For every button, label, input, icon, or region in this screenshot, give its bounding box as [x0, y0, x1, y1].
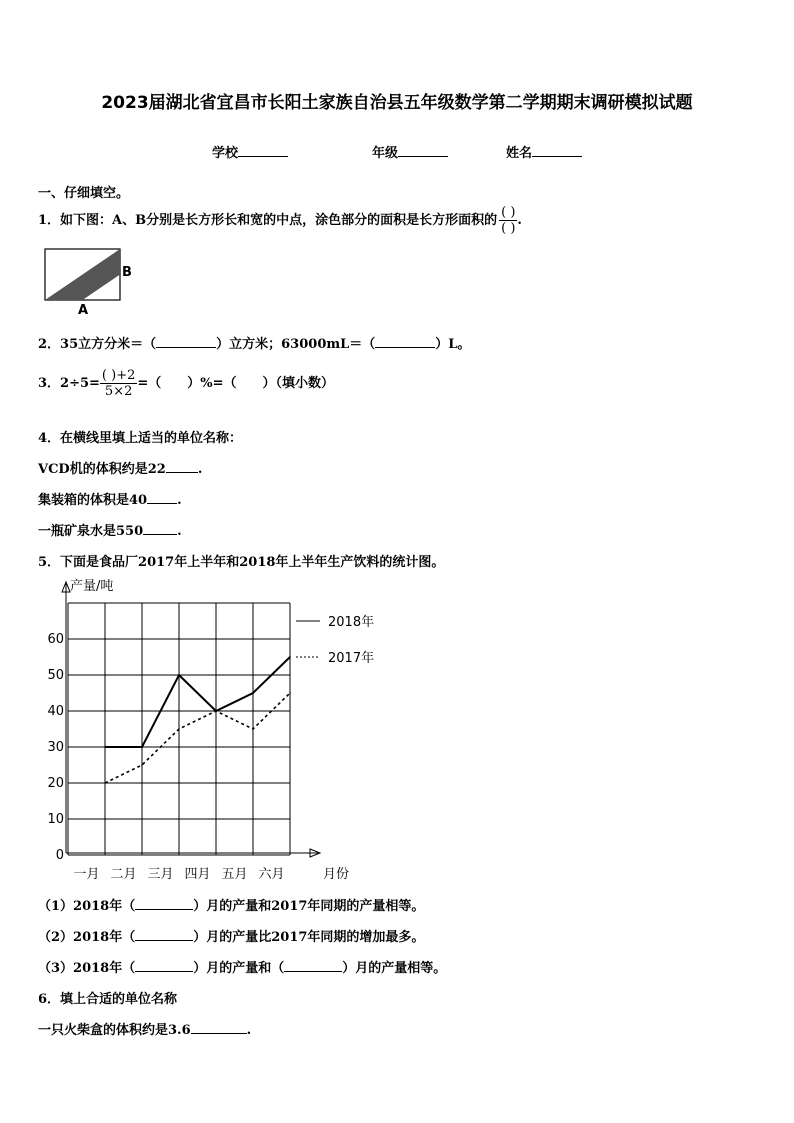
x-tick-label: 六月 [258, 867, 285, 882]
line-chart [38, 572, 398, 884]
label-b: B [122, 265, 132, 280]
x-tick-label: 一月 [73, 867, 100, 882]
q1-frac-den[interactable]: ( ) [501, 221, 516, 236]
q2-text-a: 2．35立方分米＝（ [38, 337, 157, 352]
q3-fraction [100, 368, 137, 399]
question-6: 6．填上合适的单位名称 [38, 992, 178, 1007]
grade-blank[interactable] [398, 144, 448, 157]
data-point [141, 746, 143, 748]
q2-blank-2[interactable] [375, 335, 435, 348]
name-blank[interactable] [532, 144, 582, 157]
q5-sub-3-a: （3）2018年（ [38, 961, 136, 976]
data-point [289, 692, 291, 694]
x-tick-labels [73, 867, 284, 882]
question-1 [38, 205, 522, 236]
q5-blank-1[interactable] [135, 897, 193, 910]
data-point [141, 764, 143, 766]
q1-frac-num[interactable]: ( ) [501, 205, 516, 220]
q4-line-1 [38, 458, 202, 477]
data-point [252, 728, 254, 730]
y-tick-labels [47, 632, 64, 863]
q5-sub-3-c: ）月的产量相等。 [342, 961, 447, 976]
y-tick-label: 20 [47, 776, 64, 791]
q5-sub-2 [38, 926, 424, 945]
grade-label: 年级 [372, 146, 399, 161]
name-label: 姓名 [506, 146, 533, 161]
school-label: 学校 [212, 146, 239, 161]
q4-blank-1[interactable] [166, 460, 198, 473]
x-tick-label: 三月 [147, 867, 174, 882]
rectangle-figure [40, 244, 140, 316]
q4-line-3 [38, 520, 182, 539]
q5-blank-2[interactable] [135, 928, 193, 941]
page-title: 2023届湖北省宜昌市长阳土家族自治县五年级数学第二学期期末调研模拟试题 [101, 93, 693, 113]
grade-field[interactable] [372, 142, 448, 161]
question-3 [38, 368, 334, 399]
q4-line-2-text: 集装箱的体积是40 [38, 493, 148, 508]
q2-text-c: ）L。 [435, 337, 471, 352]
q2-blank-1[interactable] [156, 335, 216, 348]
y-tick-label: 10 [47, 812, 64, 827]
data-point [104, 782, 106, 784]
series-line-2018年 [105, 657, 290, 747]
x-tick-label: 五月 [221, 867, 248, 882]
q4-blank-2[interactable] [147, 491, 177, 504]
q5-sub-3-b: ）月的产量和（ [193, 961, 285, 976]
label-a: A [78, 303, 89, 316]
q6-line-1-text: 一只火柴盒的体积约是3.6 [38, 1023, 191, 1038]
y-tick-label: 30 [47, 740, 64, 755]
q3-pre: 3．2÷5= [38, 376, 100, 391]
section-heading: 一、仔细填空。 [38, 186, 130, 201]
q1-fraction [499, 205, 517, 236]
legend-label: 2018年 [328, 615, 375, 630]
q3-post[interactable]: =（ ）%=（ ）（填小数） [137, 376, 335, 391]
q5-blank-3[interactable] [135, 959, 193, 972]
x-axis-label: 月份 [323, 867, 350, 882]
q5-sub-2-b: ）月的产量比2017年同期的增加最多。 [193, 930, 425, 945]
question-5: 5．下面是食品厂2017年上半年和2018年上半年生产饮料的统计图。 [38, 555, 445, 570]
data-point [104, 746, 106, 748]
q5-sub-2-a: （2）2018年（ [38, 930, 136, 945]
q5-sub-1-a: （1）2018年（ [38, 899, 136, 914]
q4-line-2-end: . [177, 493, 182, 508]
question-4: 4．在横线里填上适当的单位名称： [38, 431, 243, 446]
school-blank[interactable] [238, 144, 288, 157]
y-tick-label: 40 [47, 704, 64, 719]
q4-line-2 [38, 489, 182, 508]
data-point [252, 692, 254, 694]
q5-sub-1 [38, 895, 424, 914]
q6-line-1 [38, 1019, 251, 1038]
y-tick-label: 50 [47, 668, 64, 683]
q6-blank-1[interactable] [191, 1021, 247, 1034]
q1-text: 1．如下图：A、B分别是长方形长和宽的中点，涂色部分的面积是长方形面积的 [38, 213, 498, 228]
data-point [215, 710, 217, 712]
series-line-2017年 [105, 693, 290, 783]
q5-sub-3 [38, 957, 446, 976]
data-point [178, 728, 180, 730]
q5-sub-1-b: ）月的产量和2017年同期的产量相等。 [193, 899, 425, 914]
shaded-region [45, 249, 120, 300]
question-2 [38, 333, 470, 352]
q4-line-1-end: . [197, 462, 203, 477]
x-tick-label: 二月 [110, 867, 137, 882]
data-point [289, 656, 291, 658]
q4-line-1-text: VCD机的体积约是22 [38, 462, 166, 477]
y-axis-label: 产量/吨 [70, 579, 114, 594]
q3-frac-num[interactable]: ( )+2 [101, 368, 136, 383]
y-tick-label: 0 [55, 848, 64, 863]
data-point [178, 674, 180, 676]
y-tick-label: 60 [47, 632, 64, 647]
q6-line-1-end: . [246, 1023, 252, 1038]
q5-blank-4[interactable] [284, 959, 342, 972]
school-field[interactable] [212, 142, 288, 161]
q1-end: . [517, 213, 522, 228]
chart-legend [296, 614, 374, 666]
q2-text-b: ）立方米；63000mL＝（ [216, 337, 376, 352]
q4-line-3-end: . [177, 524, 182, 539]
q4-line-3-text: 一瓶矿泉水是550 [38, 524, 144, 539]
q3-frac-den: 5×2 [100, 383, 137, 399]
q4-blank-3[interactable] [143, 522, 177, 535]
legend-label: 2017年 [328, 651, 375, 666]
x-tick-label: 四月 [184, 867, 211, 882]
name-field[interactable] [506, 142, 582, 161]
